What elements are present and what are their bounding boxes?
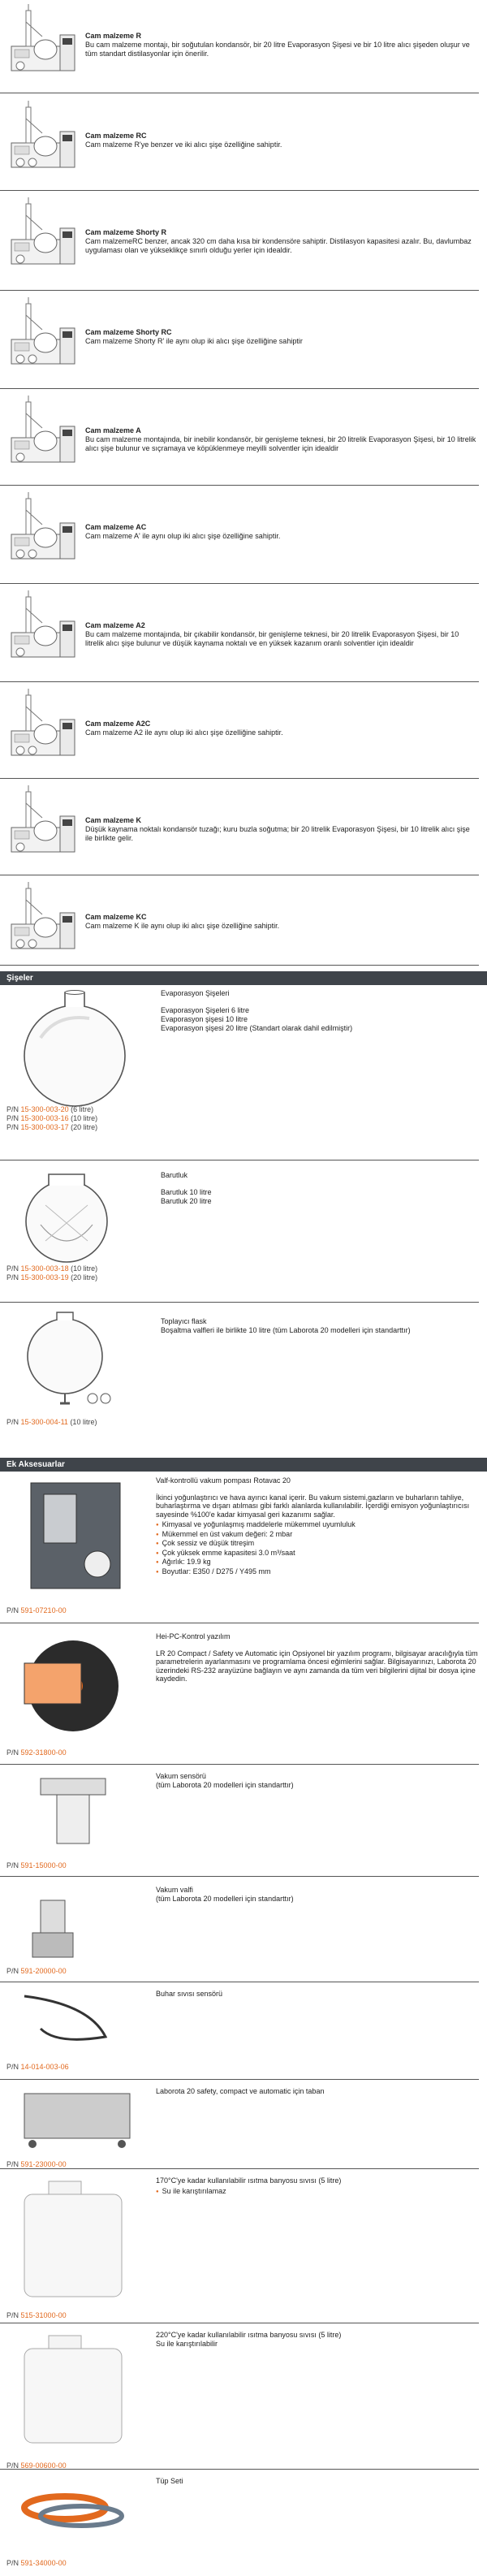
accessory-title: Valf-kontrollü vakum pompası Rotavac 20 bbox=[156, 1476, 291, 1485]
accessory-bullet: ● Mükemmel en üst vakum değeri: 2 mbar bbox=[156, 1530, 479, 1540]
part-number-link[interactable]: 515-31000-00 bbox=[20, 2311, 67, 2319]
part-number-link[interactable]: 14-014-003-06 bbox=[20, 2063, 69, 2071]
part-number: P/N 591-34000-00 bbox=[6, 2559, 67, 2567]
divider bbox=[0, 1302, 479, 1303]
accessory-image bbox=[8, 2475, 146, 2542]
accessory-title: Hei-PC-Kontrol yazılım bbox=[156, 1632, 231, 1640]
glassware-desc: Cam malzeme Shorty R' ile aynı olup iki alıcı şişe özelliğine sahiptir bbox=[85, 337, 303, 345]
glassware-desc: Düşük kaynama noktalı kondansör tuzağı; kuru buzla soğutma; bir 20 litrelik Evaporasyon Şişesi, bir 10 litrelik alıcı şişe ile birlikte gelir. bbox=[85, 825, 470, 842]
part-number-link[interactable]: 15-300-004-11 bbox=[20, 1418, 68, 1426]
part-number-link[interactable]: 591-23000-00 bbox=[20, 2160, 67, 2168]
bucket-flask-image bbox=[8, 1168, 130, 1265]
accessory-title: 220°C'ye kadar kullanılabilir ısıtma banyosu sıvısı (5 litre) bbox=[156, 2331, 342, 2339]
glassware-desc: Cam malzeme A2 ile aynı olup iki alıcı şişe özelliğine sahiptir. bbox=[85, 728, 283, 737]
accessory-title: 170°C'ye kadar kullanılabilir ısıtma banyosu sıvısı (5 litre) bbox=[156, 2176, 342, 2185]
accessory-desc: İkinci yoğunlaştırıcı ve hava ayırıcı kanal içerir. Bu vakum sistemi,gazların ve buharların tahliye, buharlaştırma ve dışarı atılması gibi farklı alanlarda kullanılabilir. İçerdiği emisyon yoğunlaştırıcısı sayesinde %100'e kadar kimyasal geri kazanımı sağlar. bbox=[156, 1493, 470, 1519]
glassware-title: Cam malzeme Shorty RC bbox=[85, 328, 172, 336]
accessory-image bbox=[8, 1770, 146, 1853]
part-number-link[interactable]: 569-00600-00 bbox=[20, 2461, 67, 2470]
glassware-desc: Cam malzeme A' ile aynı olup iki alıcı şişe özelliğine sahiptir. bbox=[85, 532, 281, 540]
rotary-evaporator-image bbox=[8, 589, 80, 660]
accessory-image bbox=[8, 2175, 146, 2306]
accessory-image bbox=[8, 1884, 146, 1967]
glassware-title: Cam malzeme Shorty R bbox=[85, 228, 167, 236]
divider bbox=[0, 190, 479, 191]
glassware-title: Cam malzeme AC bbox=[85, 523, 147, 531]
divider bbox=[0, 778, 479, 779]
accessory-desc: (tüm Laborota 20 modelleri için standarttır) bbox=[156, 1894, 294, 1903]
part-number: P/N 591-07210-00 bbox=[6, 1606, 67, 1614]
glassware-desc: Bu cam malzeme montajında, bir çıkabilir kondansör, bir genişleme teknesi, bir 20 litrelik Evaporasyon Şişesi, bir 10 litrelik alıcı şişe bulunur ve düşük kaynama noktalı ve en yüksek kazanım oranlı solventler için idealdir bbox=[85, 630, 459, 647]
part-number: P/N 14-014-003-06 bbox=[6, 2063, 69, 2071]
accessory-image bbox=[8, 1988, 146, 2055]
rotary-evaporator-image bbox=[8, 687, 80, 759]
accessory-desc: Su ile karıştırılabilir bbox=[156, 2339, 218, 2348]
section-header-accessories: Ek Aksesuarlar bbox=[0, 1458, 487, 1472]
part-number-link[interactable]: 15-300-003-16 bbox=[20, 1114, 69, 1122]
flask-line: Evaporasyon şişesi 10 litre bbox=[161, 1015, 248, 1023]
part-number-link[interactable]: 592-31800-00 bbox=[20, 1748, 67, 1757]
glassware-desc: Cam malzemeRC benzer, ancak 320 cm daha kısa bir kondensöre sahiptir. Distilasyon kapasitesi azalır. Bu, davlumbaz uygulaması olan ve yükseklikçe sınırlı olduğu yerler için idealdir. bbox=[85, 237, 472, 254]
rotary-evaporator-image bbox=[8, 491, 80, 562]
divider bbox=[0, 290, 479, 291]
receiver-title: Toplayıcı flask bbox=[161, 1317, 207, 1325]
glassware-desc: Cam malzeme K ile aynı olup iki alıcı şişe özelliğine sahiptir. bbox=[85, 922, 280, 930]
rotary-evaporator-image bbox=[8, 2, 80, 74]
divider bbox=[0, 388, 479, 389]
glassware-title: Cam malzeme RC bbox=[85, 132, 147, 140]
divider bbox=[0, 485, 479, 486]
evaporation-flask-image bbox=[8, 989, 146, 1111]
accessory-title: Vakum sensörü bbox=[156, 1772, 206, 1780]
part-number: P/N 591-23000-00 bbox=[6, 2160, 67, 2168]
evaporation-flasks-title: Evaporasyon Şişeleri bbox=[161, 989, 230, 997]
divider bbox=[0, 1764, 479, 1765]
part-number-link[interactable]: 591-15000-00 bbox=[20, 1861, 67, 1869]
rotary-evaporator-image bbox=[8, 196, 80, 267]
glassware-desc: Bu cam malzeme montajında, bir inebilir kondansör, bir genişleme teknesi, bir 20 litrelik Evaporasyon Şişesi, bir 10 litrelik alıcı şişe bulunur ve sıçramaya ve köpüklenmeye meyilli solventler için idealdir bbox=[85, 435, 476, 452]
part-number-link[interactable]: 591-20000-00 bbox=[20, 1967, 67, 1975]
accessory-image bbox=[8, 1475, 146, 1598]
part-number-list: P/N 15-300-003-20 (6 litre) P/N 15-300-003-16 (10 litre) P/N 15-300-003-17 (20 litre) bbox=[6, 1105, 98, 1131]
accessory-bullet: ● Kimyasal ve yoğunlaşmış maddelerle mükemmel uyumluluk bbox=[156, 1520, 479, 1530]
flask-line: Barutluk 20 litre bbox=[161, 1197, 212, 1205]
accessory-title: Tüp Seti bbox=[156, 2477, 183, 2485]
accessory-title: Buhar sıvısı sensörü bbox=[156, 1990, 223, 1998]
receiver-flask-image bbox=[8, 1311, 138, 1416]
part-number: P/N 515-31000-00 bbox=[6, 2311, 67, 2319]
part-number: P/N 569-00600-00 bbox=[6, 2461, 67, 2470]
bucket-title: Barutluk bbox=[161, 1171, 188, 1179]
rotary-evaporator-image bbox=[8, 880, 80, 952]
divider bbox=[0, 965, 479, 966]
part-number: P/N 591-15000-00 bbox=[6, 1861, 67, 1869]
accessory-title: Vakum valfi bbox=[156, 1886, 193, 1894]
glassware-title: Cam malzeme A bbox=[85, 426, 141, 434]
glassware-desc: Cam malzeme R'ye benzer ve iki alıcı şişe özelliğine sahiptir. bbox=[85, 140, 282, 149]
flask-line: Barutluk 10 litre bbox=[161, 1188, 212, 1196]
glassware-title: Cam malzeme A2C bbox=[85, 720, 151, 728]
rotary-evaporator-image bbox=[8, 296, 80, 367]
part-number-list: P/N 15-300-004-11 (10 litre) bbox=[6, 1418, 97, 1426]
part-number-link[interactable]: 15-300-003-18 bbox=[20, 1264, 69, 1273]
accessory-image bbox=[8, 2329, 146, 2453]
accessory-desc: (tüm Laborota 20 modelleri için standarttır) bbox=[156, 1780, 294, 1789]
divider bbox=[0, 2168, 479, 2169]
part-number-link[interactable]: 15-300-003-19 bbox=[20, 1273, 69, 1282]
glassware-title: Cam malzeme A2 bbox=[85, 621, 145, 629]
accessory-bullet: ● Su ile karıştırılamaz bbox=[156, 2187, 479, 2197]
part-number-link[interactable]: 591-07210-00 bbox=[20, 1606, 67, 1614]
part-number: P/N 592-31800-00 bbox=[6, 1748, 67, 1757]
glassware-title: Cam malzeme R bbox=[85, 32, 142, 40]
flask-line: Evaporasyon şişesi 20 litre (Standart olarak dahil edilmiştir) bbox=[161, 1024, 353, 1032]
glassware-title: Cam malzeme KC bbox=[85, 913, 147, 921]
rotary-evaporator-image bbox=[8, 394, 80, 465]
glassware-title: Cam malzeme K bbox=[85, 816, 142, 824]
section-header-flasks: Şişeler bbox=[0, 971, 487, 985]
accessory-image bbox=[8, 1631, 146, 1742]
divider bbox=[0, 2469, 479, 2470]
part-number: P/N 591-20000-00 bbox=[6, 1967, 67, 1975]
glassware-desc: Bu cam malzeme montajı, bir soğutulan kondansör, bir 20 litre Evaporasyon Şişesi ve bir 10 litre alıcı şişeden oluşur ve tüm standart distilasyonlar için önerilir. bbox=[85, 41, 470, 58]
divider bbox=[0, 1876, 479, 1877]
accessory-bullet: ● Çok yüksek emme kapasitesi 3.0 m³/saat bbox=[156, 1549, 479, 1558]
flask-line: Evaporasyon Şişeleri 6 litre bbox=[161, 1006, 250, 1014]
divider bbox=[0, 583, 479, 584]
part-number-link[interactable]: 15-300-003-20 bbox=[20, 1105, 69, 1113]
rotary-evaporator-image bbox=[8, 99, 80, 171]
part-number-link[interactable]: 591-34000-00 bbox=[20, 2559, 67, 2567]
receiver-desc: Boşaltma valfleri ile birlikte 10 litre (tüm Laborota 20 modelleri için standarttır) bbox=[161, 1326, 411, 1334]
divider bbox=[0, 2079, 479, 2080]
accessory-title: Laborota 20 safety, compact ve automatic için taban bbox=[156, 2087, 325, 2095]
part-number-link[interactable]: 15-300-003-17 bbox=[20, 1123, 69, 1131]
part-number-list: P/N 15-300-003-18 (10 litre) P/N 15-300-003-19 (20 litre) bbox=[6, 1264, 98, 1282]
accessory-desc: LR 20 Compact / Safety ve Automatic için Opsiyonel bir yazılım programı, bilgisayar aracılığıyla tüm parametrelerin ayarlanmasını ve programlama öncesi eğimlerini sağlar. Bilgisayarınızı, Laborota 20 üzerindeki RS-232 arayüzüne bağlayın ve aynı zamanda da tüm veri bilgilerini dijital bir dosya içine kaydedin. bbox=[156, 1649, 478, 1683]
accessory-bullet: ● Ağırlık: 19.9 kg bbox=[156, 1558, 479, 1567]
accessory-bullet: ● Çok sessiz ve düşük titreşim bbox=[156, 1539, 479, 1549]
divider bbox=[0, 681, 479, 682]
accessory-image bbox=[8, 2085, 146, 2152]
rotary-evaporator-image bbox=[8, 784, 80, 855]
accessory-bullet: ● Boyutlar: E350 / D275 / Y495 mm bbox=[156, 1567, 479, 1577]
